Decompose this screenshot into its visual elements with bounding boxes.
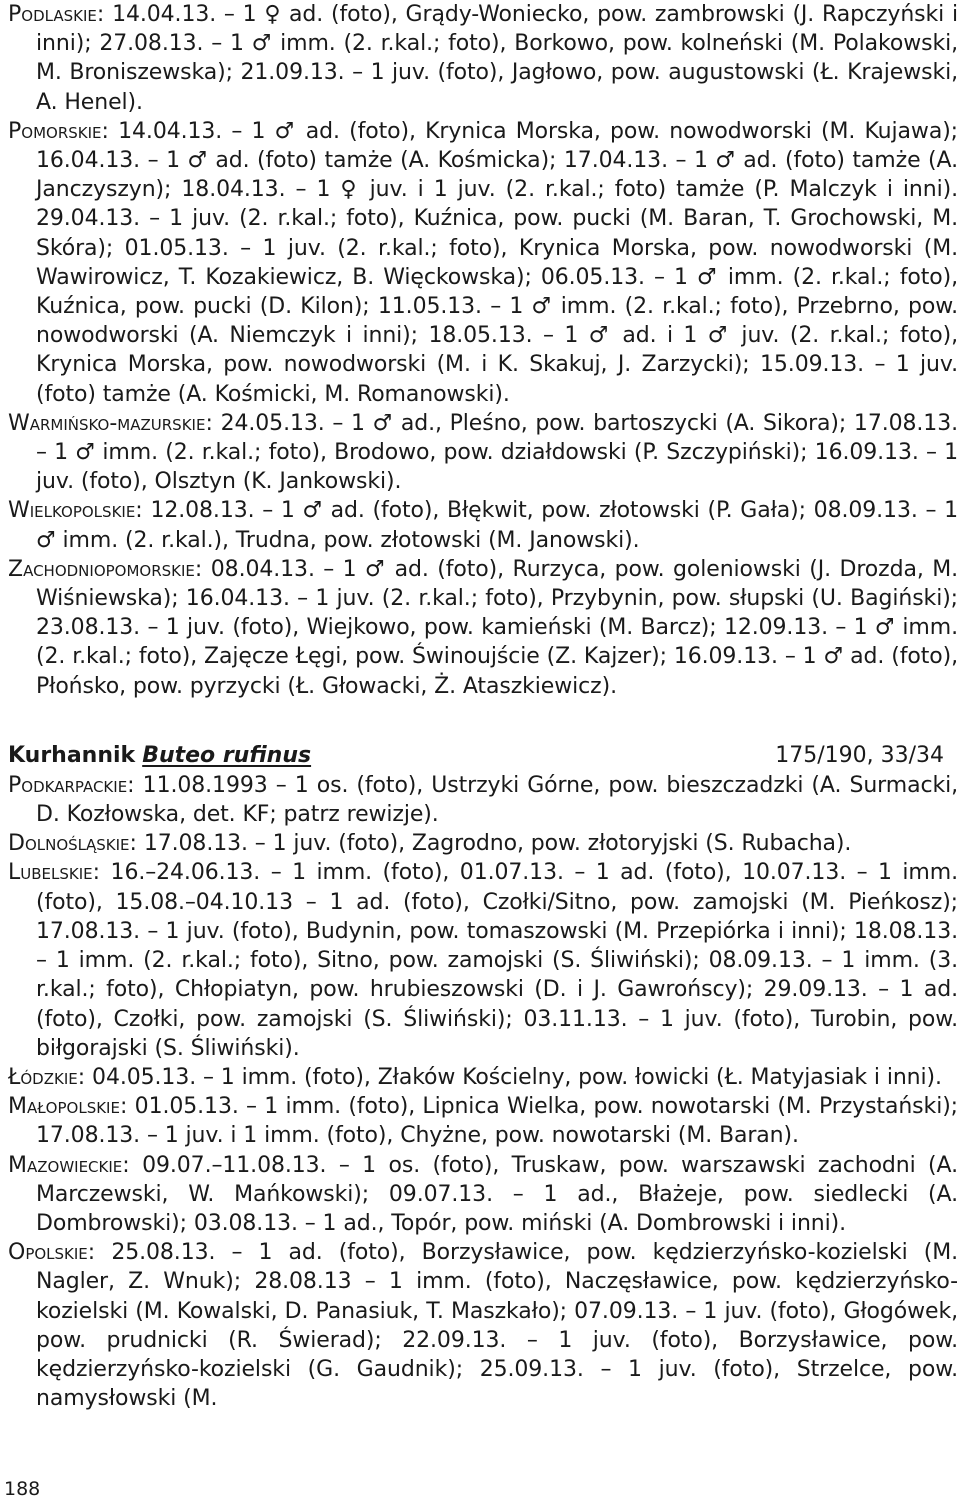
record-entry-podkarpackie	[8, 771, 958, 829]
section-gap	[8, 701, 958, 741]
species-heading	[8, 741, 958, 771]
record-entry-malopolskie	[8, 1092, 958, 1150]
record-text: 12.08.13. – 1 ♂ ad. (foto), Błękwit, pow. złotowski (P. Gała); 08.09.13. – 1 ♂ imm. (2. r.kal.), Trudna, pow. złotowski (M. Janowski).	[36, 498, 958, 553]
record-entry-pomorskie	[8, 117, 958, 409]
document-page	[8, 0, 958, 1413]
record-entry-lodzkie	[8, 1063, 958, 1092]
record-entry-dolnoslaskie	[8, 829, 958, 858]
region-label: Lubelskie:	[8, 860, 101, 886]
region-label: Małopolskie:	[8, 1094, 128, 1120]
record-entry-opolskie	[8, 1238, 958, 1413]
region-label: Podkarpackie:	[8, 772, 135, 798]
record-text: 11.08.1993 – 1 os. (foto), Ustrzyki Górne, pow. bieszczadzki (A. Surmacki, D. Kozłowska, det. KF; patrz rewizje).	[36, 772, 958, 828]
record-entry-warminsko-mazurskie	[8, 409, 958, 497]
region-label: Warmińsko-mazurskie:	[8, 410, 213, 436]
record-section-long-legged-buzzard	[8, 771, 958, 1413]
species-title	[8, 741, 311, 771]
region-label: Pomorskie:	[8, 118, 109, 144]
record-text: 01.05.13. – 1 imm. (foto), Lipnica Wielka, pow. nowotarski (M. Przystański); 17.08.13. – 1 juv. i 1 imm. (foto), Chyżne, pow. nowotarski (M. Baran).	[36, 1094, 958, 1149]
record-entry-mazowieckie	[8, 1151, 958, 1239]
region-label: Opolskie:	[8, 1240, 96, 1266]
region-label: Wielkopolskie:	[8, 498, 143, 524]
record-entry-wielkopolskie	[8, 496, 958, 554]
species-name: Kurhannik	[8, 742, 136, 768]
species-record-counts: 175/190, 33/34	[775, 742, 944, 768]
record-text: 04.05.13. – 1 imm. (foto), Złaków Kościelny, pow. łowicki (Ł. Matyjasiak i inni).	[85, 1064, 942, 1090]
record-text: 14.04.13. – 1 ♀ ad. (foto), Grądy-Woniecko, pow. zambrowski (J. Rapczyński i inni); 27.08.13. – 1 ♂ imm. (2. r.kal.; foto), Borkowo, pow. kolneński (M. Polakowski, M. Broniszewska); 21.09.13. – 1 juv. (foto), Jagłowo, pow. augustowski (Ł. Krajewski, A. Henel).	[36, 2, 958, 115]
record-text: 14.04.13. – 1 ♂ ad. (foto), Krynica Morska, pow. nowodworski (M. Kujawa); 16.04.13. – 1 ♂ ad. (foto) tamże (A. Kośmicka); 17.04.13. – 1 ♂ ad. (foto) tamże (A. Janczyszyn); 18.04.13. – 1 ♀ juv. i 1 juv. (2. r.kal.; foto) tamże (P. Malczyk i inni). 29.04.13. – 1 juv. (2. r.kal.; foto), Kuźnica, pow. pucki (M. Baran, T. Grochowski, M. Skóra); 01.05.13. – 1 juv. (2. r.kal.; foto), Krynica Morska, pow. nowodworski (M. Wawirowicz, T. Kozakiewicz, B. Więckowska); 06.05.13. – 1 ♂ imm. (2. r.kal.; foto), Kuźnica, pow. pucki (D. Kilon); 11.05.13. – 1 ♂ imm. (2. r.kal.; foto), Przebrno, pow. nowodworski (A. Niemczyk i inni); 18.05.13. – 1 ♂ ad. i 1 ♂ juv. (2. r.kal.; foto), Krynica Morska, pow. nowodworski (M. i K. Skakuj, J. Zarzycki); 15.09.13. – 1 juv. (foto) tamże (A. Kośmicki, M. Romanowski).	[36, 118, 958, 407]
region-label: Zachodniopomorskie:	[8, 556, 203, 582]
record-entry-zachodniopomorskie	[8, 555, 958, 701]
region-label: Mazowieckie:	[8, 1152, 130, 1178]
record-entry-lubelskie	[8, 858, 958, 1062]
record-entry-podlaskie	[8, 0, 958, 117]
page-number: 188	[4, 1478, 41, 1500]
record-section-falcon	[8, 0, 958, 701]
record-text: 16.–24.06.13. – 1 imm. (foto), 01.07.13. – 1 ad. (foto), 10.07.13. – 1 imm. (foto), 15.08.–04.10.13 – 1 ad. (foto), Czołki/Sitno, pow. zamojski (M. Pieńkosz); 17.08.13. – 1 juv. (foto), Budynin, pow. tomaszowski (M. Przepiórka i inni); 18.08.13. – 1 imm. (2. r.kal.; foto), Sitno, pow. zamojski (S. Śliwiński); 08.09.13. – 1 imm. (3. r.kal.; foto), Chłopiatyn, pow. hrubieszowski (D. i J. Gawrońscy); 29.09.13. – 1 ad. (foto), Czołki, pow. zamojski (S. Śliwiński); 03.11.13. – 1 juv. (foto), Turobin, pow. biłgorajski (S. Śliwiński).	[36, 860, 958, 1061]
record-text: 08.04.13. – 1 ♂ ad. (foto), Rurzyca, pow. goleniowski (J. Drozda, M. Wiśniewska); 16.04.13. – 1 juv. (2. r.kal.; foto), Przybynin, pow. słupski (U. Bagiński); 23.08.13. – 1 juv. (foto), Wiejkowo, pow. kamieński (M. Barcz); 12.09.13. – 1 ♂ imm. (2. r.kal.; foto), Zajęcze Łęgi, pow. Świnoujście (Z. Kajzer); 16.09.13. – 1 ♂ ad. (foto), Płońsko, pow. pyrzycki (Ł. Głowacki, Ż. Ataszkiewicz).	[36, 556, 958, 699]
region-label: Łódzkie:	[8, 1064, 86, 1090]
record-text: 09.07.–11.08.13. – 1 os. (foto), Truskaw, pow. warszawski zachodni (A. Marczewski, W. Mańkowski); 09.07.13. – 1 ad., Błażeje, pow. siedlecki (A. Dombrowski); 03.08.13. – 1 ad., Topór, pow. miński (A. Dombrowski i inni).	[36, 1152, 958, 1236]
record-text: 24.05.13. – 1 ♂ ad., Pleśno, pow. bartoszycki (A. Sikora); 17.08.13. – 1 ♂ imm. (2. r.kal.; foto), Brodowo, pow. działdowski (P. Szczypiński); 16.09.13. – 1 juv. (foto), Olsztyn (K. Jankowski).	[36, 410, 958, 495]
record-text: 25.08.13. – 1 ad. (foto), Borzysławice, pow. kędzierzyńsko-kozielski (M. Nagler, Z. Wnuk); 28.08.13 – 1 imm. (foto), Naczęsławice, pow. kędzierzyńsko-kozielski (M. Kowalski, D. Panasiuk, T. Maszkało); 07.09.13. – 1 juv. (foto), Głogówek, pow. prudnicki (R. Świerad); 22.09.13. – 1 juv. (foto), Borzysławice, pow. kędzierzyńsko-kozielski (G. Gaudnik); 25.09.13. – 1 juv. (foto), Strzelce, pow. namysłowski (M.	[36, 1240, 958, 1412]
region-label: Podlaskie:	[8, 2, 105, 27]
species-latin-name: Buteo rufinus	[142, 742, 312, 768]
record-text: 17.08.13. – 1 juv. (foto), Zagrodno, pow. złotoryjski (S. Rubacha).	[136, 831, 852, 857]
region-label: Dolnośląskie:	[8, 831, 137, 857]
